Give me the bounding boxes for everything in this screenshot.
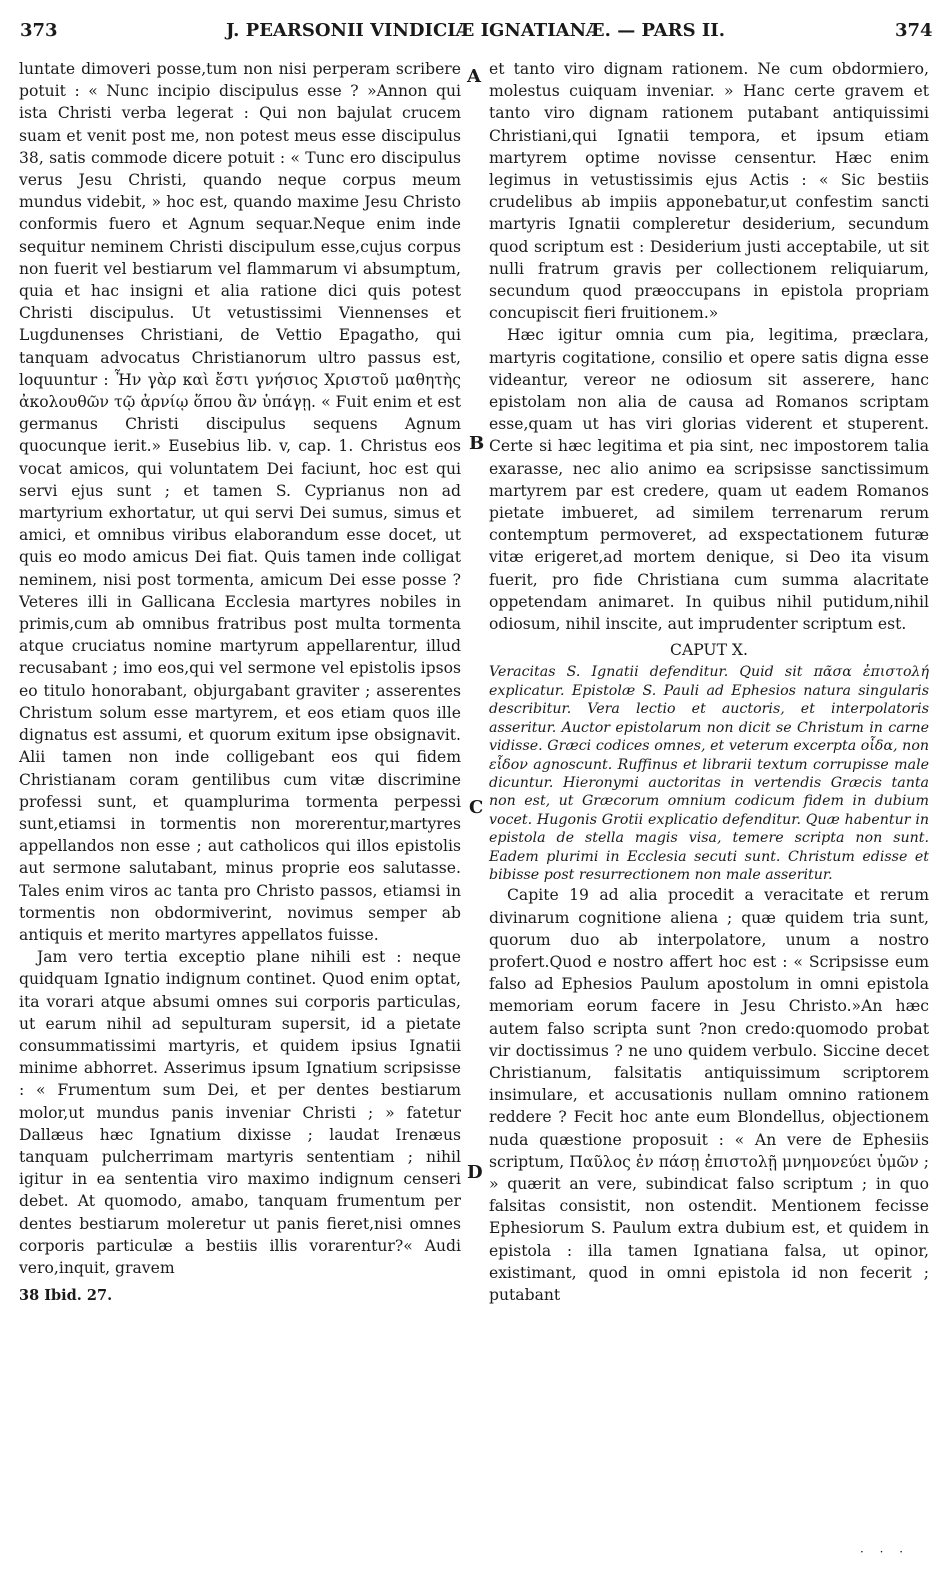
right-column (489, 58, 929, 1306)
right-paragraph-1: et tanto viro dignam rationem. Ne cum obdormiero, molestus cuiquam inveniar. » Hanc certe gravem et tanto viro dignam rationem putabant antiquissimi Christiani,qui Ignatii tempora, et ipsum etiam martyrem optime novisse censentur. Hæc enim legimus in vetustissimis ejus Actis : « Sic bestiis crudelibus ab impiis apponebatur,ut confestim sancti martyris Ignatii compleretur desiderium, secundum quod scriptum est : Desiderium justi acceptabile, ut sit nulli fratrum gravis per collectionem reliquiarum, secundum quod præoccupans in epistola propriam concupiscit fieri fruitionem.» (489, 60, 929, 323)
margin-marker-d: D (467, 1162, 483, 1183)
margin-marker-a: A (467, 66, 481, 87)
printer-dots: · · · (860, 1545, 910, 1559)
page-number-right: 374 (895, 20, 933, 41)
chapter-summary: Veracitas S. Ignatii defenditur. Quid sit πᾶσα ἐπιστολή explicatur. Epistolæ S. Pauli ad Ephesios natura singularis describitur. Vera lectio et auctoris, et interpolatoris asseritur. Auctor epistolarum non dicit se Christum in carne vidisse. Græci codices omnes, et veterum excerpta οἶδα, non εἶδον agnoscunt. Ruffinus et librarii textum corrupisse male dicuntur. Hieronymi auctoritas in vertendis Græcis tanta non est, ut Græcorum omnium codicum fidem in dubium vocet. Hugonis Grotii explicatio defenditur. Quæ habentur in epistola de stella magis visa, temere scripta non sunt. Eadem plurimi in Ecclesia secuti sunt. Christum edisse et bibisse post resurrectionem non male asseritur. (489, 664, 929, 883)
chapter-title: CAPUT X. (670, 641, 748, 660)
right-paragraph-3: Capite 19 ad alia procedit a veracitate et rerum divinarum cognitione aliena ; quæ quidem tria sunt, quorum duo ab interpolatore, unum a nostro profert.Quod e nostro affert hoc est : « Scripsisse eum falso ad Ephesios Paulum apostolum in omni epistola memoriam eorum facere in Jesu Christo.»An hæc autem falso scripta sunt ?non credo:quomodo probat vir doctissimus ? ne uno quidem verbulo. Siccine decet Christianum, falsitatis antiquissimum scriptorem insimulare, et accusationis nullam omnino rationem reddere ? Fecit hoc ante eum Blondellus, objectionem nuda quæstione proposuit : « An vere de Ephesiis scriptum, Παῦλος ἐν πάσῃ ἐπιστολῇ μνημονεύει ὑμῶν ; » quærit an vere, subindicat falso scriptum ; in quo falsitas consistit, non ostendit. Mentionem fecisse Ephesiorum S. Paulum extra dubium est, et quidem in epistola : illa tamen Ignatiana falsa, ut opinor, existimant, quod in omni epistola id non fecerit ; putabant (489, 886, 929, 1305)
footnote: 38 Ibid. 27. (19, 1287, 113, 1305)
running-title: J. PEARSONII VINDICIÆ IGNATIANÆ. — PARS II. (226, 20, 725, 41)
margin-marker-c: C (469, 797, 484, 818)
right-paragraph-2: Hæc igitur omnia cum pia, legitima, præclara, martyris cogitatione, consilio et opere satis digna esse videantur, vereor ne odiosum sit asserere, hanc epistolam non alia de causa ad Romanos scriptam esse,quam ut has viri glorias viderent et stuperent. Certe si hæc legitima et pia sint, nec impostorem talia exarasse, nec alio animo ea scripsisse sanctissimum martyrem par est credere, quam ut eadem Romanos pietate imbueret, ad similem terrenarum rerum contemptum permoveret, ad exspectationem futuræ vitæ erigeret,ad mortem denique, si Deo ita visum fuerit, pro fide Christiana cum summa alacritate oppetendam animaret. In quibus nihil putidum,nihil odiosum, nihil inscite, aut imprudenter scriptum est. (489, 326, 929, 634)
left-column (19, 58, 461, 1307)
margin-marker-b: B (469, 433, 485, 454)
page-number-left: 373 (20, 20, 58, 41)
left-paragraph-2: Jam vero tertia exceptio plane nihili est : neque quidquam Ignatio indignum continet. Quod enim optat, ita vorari atque absumi omnes sui corporis particulas, ut earum nihil ad sepulturam supersit, id a pietate consummatissimi martyris, et quidem ipsius Ignatii minime abhorret. Asserimus ipsum Ignatium scripsisse : « Frumentum sum Dei, et per dentes bestiarum molor,ut mundus panis inveniar Christi ; » fatetur Dallæus hæc Ignatium dixisse ; laudat Irenæus tanquam pulcherrimam martyris sententiam ; nihil igitur in ea sententia viro maximo indignum censeri debet. At quomodo, amabo, tanquam frumentum per dentes bestiarum moleretur ut panis fieret,nisi omnes corporis particulæ a bestiis illis vorarentur?« Audi vero,inquit, gravem (19, 948, 461, 1277)
left-paragraph-1: luntate dimoveri posse,tum non nisi perperam scribere potuit : « Nunc incipio discipulus esse ? »Annon qui ista Christi verba legerat : Qui non bajulat crucem suam et venit post me, non potest meus esse discipulus 38, satis commode dicere potuit : « Tunc ero discipulus verus Jesu Christi, quando neque corpus meum mundus videbit, » hoc est, quando maxime Jesu Christo conformis fuero et Agnum sequar.Neque enim inde sequitur neminem Christi discipulum esse,cujus corpus non fuerit vel bestiarum vel flammarum vi absumptum, quia et hac insigni et alia ratione dici quis potest Christi discipulus. Ut vetustissimi Viennenses et Lugdunenses Christiani, de Vettio Epagatho, qui tanquam advocatus Christianorum ultro passus est, loquuntur : Ἦν γὰρ καὶ ἔστι γνήσιος Χριστοῦ μαθητὴς ἀκολουθῶν τῷ ἀρνίῳ ὅπου ἂν ὑπάγῃ. « Fuit enim et est germanus Christi discipulus sequens Agnum quocunque ierit.» Eusebius lib. v, cap. 1. Christus eos vocat amicos, qui voluntatem Dei faciunt, hoc est qui servi ejus sunt ; et tamen S. Cyprianus non ad martyrium exhortatur, ut qui servi Dei sumus, simus et amici, et omnibus viribus elaborandum esse docet, ut quis eo modo amicus Dei fiat. Quis tamen inde colligat neminem, nisi post tormenta, amicum Dei esse posse ? Veteres illi in Gallicana Ecclesia martyres nobiles in primis,cum ab omnibus fratribus post multa tormenta atque cruciatus nomine martyrum appellarentur, illud recusabant ; imo eos,qui vel sermone vel epistolis ipsos eo titulo honorabant, objurgabant graviter ; asserentes Christum solum esse martyrem, et eos etiam quos ille dignatus est assumi, et quorum exitum ipse obsignavit. Alii tamen non inde colligebant eos qui fidem Christianam coram gentilibus cum vitæ discrimine professi sunt, et quamplurima tormenta perpessi sunt,etiamsi in tormentis non morerentur,martyres appellandos non esse ; aut catholicos qui illos epistolis aut sermone salutabant, minus proprie eos salutasse. Tales enim viros ac tanta pro Christo passos, etiamsi in tormentis non obdormiverint, novimus semper ab antiquis et merito martyres appellatos fuisse. (19, 60, 461, 944)
